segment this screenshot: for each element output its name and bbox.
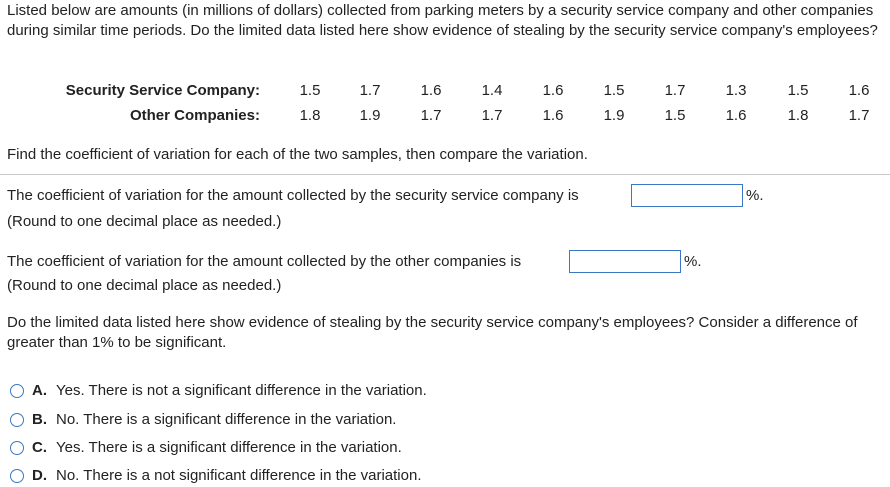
security-value: 1.6 bbox=[420, 82, 442, 99]
security-value: 1.7 bbox=[359, 82, 381, 99]
option-letter: D. bbox=[32, 467, 47, 484]
security-value: 1.5 bbox=[603, 82, 625, 99]
other-value: 1.6 bbox=[725, 107, 747, 124]
option-letter: C. bbox=[32, 439, 47, 456]
option-b[interactable] bbox=[10, 411, 396, 428]
q1-percent-suffix: %. bbox=[746, 187, 764, 204]
security-cv-input[interactable] bbox=[631, 184, 743, 207]
option-d[interactable] bbox=[10, 467, 422, 484]
security-value: 1.7 bbox=[664, 82, 686, 99]
other-value: 1.9 bbox=[603, 107, 625, 124]
security-value: 1.5 bbox=[787, 82, 809, 99]
other-value: 1.7 bbox=[848, 107, 870, 124]
other-value: 1.8 bbox=[787, 107, 809, 124]
other-value: 1.5 bbox=[664, 107, 686, 124]
option-letter: A. bbox=[32, 382, 47, 399]
option-letter: B. bbox=[32, 411, 47, 428]
option-c[interactable] bbox=[10, 439, 402, 456]
other-cv-input[interactable] bbox=[569, 250, 681, 273]
instruction-text: Find the coefficient of variation for each of the two samples, then compare the variation. bbox=[7, 146, 588, 163]
radio-icon[interactable] bbox=[10, 384, 24, 398]
q2-rounding-note: (Round to one decimal place as needed.) bbox=[7, 277, 282, 294]
option-text: Yes. There is not a significant difference in the variation. bbox=[56, 382, 427, 399]
q2-text: The coefficient of variation for the amount collected by the other companies is bbox=[7, 253, 522, 270]
q1-text: The coefficient of variation for the amount collected by the security service company is bbox=[7, 187, 579, 204]
security-value: 1.6 bbox=[848, 82, 870, 99]
radio-icon[interactable] bbox=[10, 441, 24, 455]
option-text: No. There is a significant difference in the variation. bbox=[56, 411, 397, 428]
security-value: 1.6 bbox=[542, 82, 564, 99]
q3-text: Do the limited data listed here show evidence of stealing by the security service company's employees? Consider a difference of greater than 1% to be significant. bbox=[7, 314, 858, 351]
problem-intro: Listed below are amounts (in millions of dollars) collected from parking meters by a security service company and other companies during similar time periods. Do the limited data listed here show evidence of stealing by the security service company's employees? bbox=[7, 2, 878, 39]
q2-percent-suffix: %. bbox=[684, 253, 702, 270]
other-value: 1.8 bbox=[299, 107, 321, 124]
other-value: 1.6 bbox=[542, 107, 564, 124]
option-text: Yes. There is a significant difference in the variation. bbox=[56, 439, 402, 456]
other-row-label: Other Companies: bbox=[129, 107, 260, 124]
security-value: 1.4 bbox=[481, 82, 503, 99]
other-value: 1.7 bbox=[420, 107, 442, 124]
q1-rounding-note: (Round to one decimal place as needed.) bbox=[7, 213, 282, 230]
option-a[interactable] bbox=[10, 382, 427, 399]
radio-icon[interactable] bbox=[10, 469, 24, 483]
security-row-label: Security Service Company: bbox=[65, 82, 260, 99]
option-text: No. There is a not significant difference in the variation. bbox=[56, 467, 422, 484]
other-value: 1.7 bbox=[481, 107, 503, 124]
security-value: 1.5 bbox=[299, 82, 321, 99]
radio-icon[interactable] bbox=[10, 413, 24, 427]
other-value: 1.9 bbox=[359, 107, 381, 124]
security-value: 1.3 bbox=[725, 82, 747, 99]
section-divider bbox=[0, 174, 890, 175]
